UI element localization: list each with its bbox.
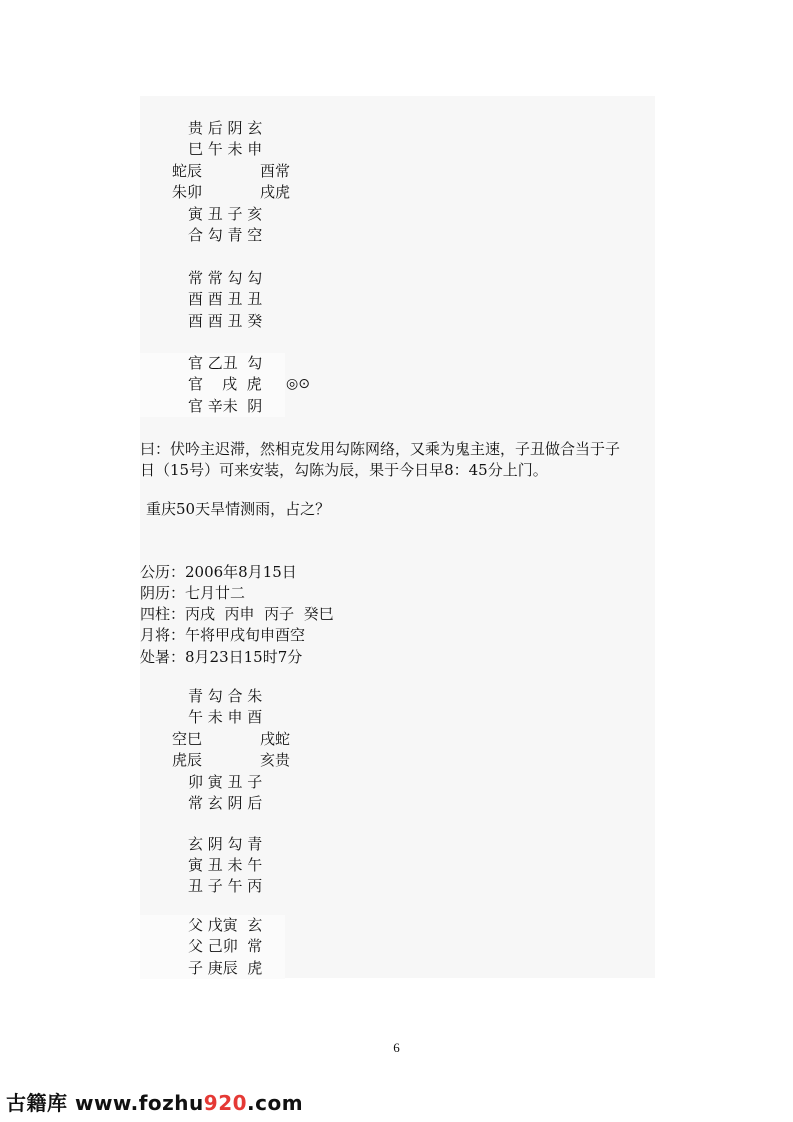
page-number: 6 (393, 1040, 400, 1055)
chart1-row3-right: 酉常 (260, 162, 291, 180)
watermark-tld: .com (247, 1091, 304, 1115)
info-chushu: 处暑：8月23日15时7分 (140, 648, 303, 666)
info-sizhu: 四柱：丙戌 丙申 丙子 癸巳 (140, 605, 334, 623)
lessons2-row2: 父 己卯 常 (188, 937, 263, 955)
chart1-row6: 合 勾 青 空 (188, 226, 263, 244)
site-watermark (6, 1087, 303, 1116)
watermark-number: 920 (203, 1091, 248, 1115)
lessons2-row1: 父 戊寅 玄 (188, 916, 263, 934)
chart2-row3-right: 戌蛇 (260, 730, 291, 748)
lessons1-mark: ◎⊙ (286, 376, 310, 392)
chart1-row2: 巳 午 未 申 (188, 140, 263, 158)
chart2-row1: 青 勾 合 朱 (188, 687, 263, 705)
info-yinli: 阴历：七月廿二 (140, 584, 246, 602)
chart1-row4-left: 朱卯 (172, 183, 203, 201)
lessons2-row3: 子 庚辰 虎 (188, 959, 263, 977)
paragraph-line2: 日（15号）可来安装，勾陈为辰，果于今日早8：45分上门。 (140, 461, 548, 479)
chart2-row4-right: 亥贵 (260, 751, 291, 769)
chart1-row5: 寅 丑 子 亥 (188, 205, 263, 223)
trans2-row3: 丑 子 午 丙 (188, 877, 263, 895)
watermark-brand: 古籍库 www.fozhu (6, 1091, 204, 1115)
chart1-row4-right: 戌虎 (260, 183, 291, 201)
trans1-row3: 酉 酉 丑 癸 (188, 312, 263, 330)
chart2-row6: 常 玄 阴 后 (188, 794, 263, 812)
trans1-row1: 常 常 勾 勾 (188, 269, 263, 287)
info-yuejiang: 月将：午将甲戌旬申酉空 (140, 626, 306, 644)
question-line: 重庆50天旱情测雨，占之？ (146, 500, 331, 518)
chart1-row1: 贵 后 阴 玄 (188, 119, 263, 137)
chart2-row2: 午 未 申 酉 (188, 708, 263, 726)
lessons1-row1: 官 乙丑 勾 (188, 354, 263, 372)
trans2-row2: 寅 丑 未 午 (188, 856, 263, 874)
trans2-row1: 玄 阴 勾 青 (188, 835, 263, 853)
chart2-row3-left: 空巳 (172, 730, 203, 748)
chart2-row5: 卯 寅 丑 子 (188, 773, 263, 791)
chart2-row4-left: 虎辰 (172, 751, 203, 769)
lessons1-row3: 官 辛未 阴 (188, 397, 263, 415)
info-gongli: 公历：2006年8月15日 (140, 563, 297, 581)
paragraph-line1: 曰：伏吟主迟滞，然相克发用勾陈网络，又乘为鬼主速，子丑做合当于子 (140, 440, 621, 458)
trans1-row2: 酉 酉 丑 丑 (188, 290, 263, 308)
lessons1-row2: 官 戌 虎 (188, 375, 262, 393)
chart1-row3-left: 蛇辰 (172, 162, 203, 180)
